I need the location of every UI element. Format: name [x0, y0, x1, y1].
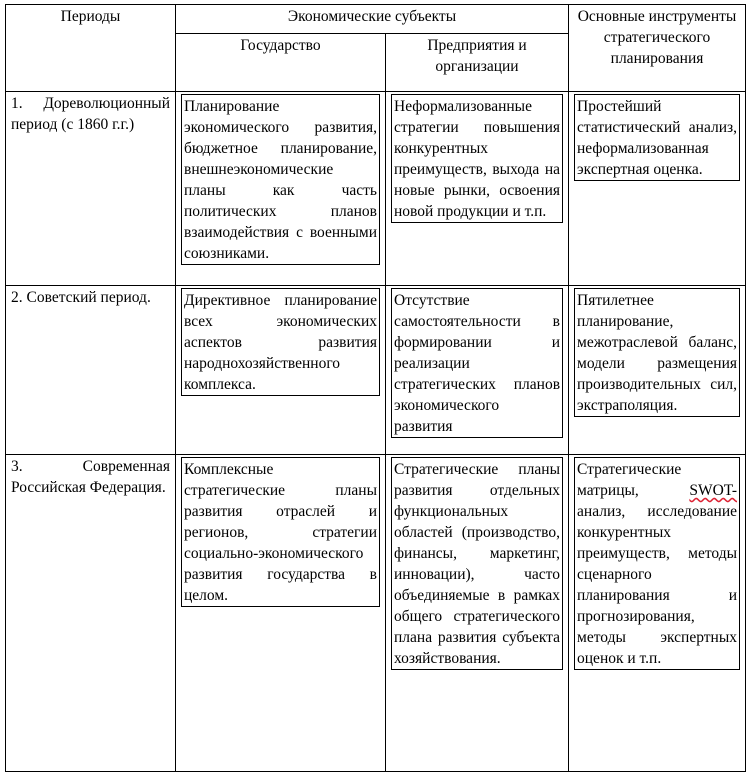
header-enterprises: Предприятия и организации — [386, 34, 569, 92]
enterprises-cell — [386, 286, 569, 455]
enterprises-text: Неформализованные стратегии повышения конкурентных преимуществ, выхода на новые рынки, освоения новой продукции и т.п. — [391, 94, 563, 223]
tools-text-start: Стратегические матрицы, — [577, 461, 690, 499]
enterprises-text: Отсутствие самостоятельности в формировании и реализации стратегических планов экономического развития — [391, 288, 563, 438]
swot-term: SWOT- — [689, 482, 738, 499]
table-row — [6, 455, 746, 772]
state-text: Директивное планирование всех экономических аспектов развития народнохозяйственного комплекса. — [181, 288, 380, 396]
tools-text: Пятилетнее планирование, межотраслевой баланс, модели размещения производительных сил, экстраполяция. — [574, 288, 740, 417]
period-cell: 1. Дореволюционный период (с 1860 г.г.) — [6, 92, 176, 286]
enterprises-cell — [386, 92, 569, 286]
table-row — [6, 286, 746, 455]
enterprises-text: Стратегические планы развития отдельных функциональных областей (производство, финансы, маркетинг, инновации), часто объединяемые в рамках общего стратегического плана развития субъекта хозяйствования. — [391, 457, 563, 670]
tools-cell — [569, 92, 746, 286]
header-state: Государство — [176, 34, 386, 92]
tools-text — [574, 457, 740, 670]
state-cell — [176, 286, 386, 455]
state-text: Планирование экономического развития, бюджетное планирование, внешнеэкономические планы как часть политических планов взаимодействия с военными союзниками. — [181, 94, 380, 265]
header-periods: Периоды — [6, 5, 176, 92]
state-cell — [176, 455, 386, 772]
state-text: Комплексные стратегические планы развития отраслей и регионов, стратегии социально-экономического развития государства в целом. — [181, 457, 380, 607]
tools-cell — [569, 455, 746, 772]
enterprises-cell — [386, 455, 569, 772]
table-row — [6, 92, 746, 286]
tools-cell — [569, 286, 746, 455]
periods-table — [5, 4, 746, 772]
period-cell: 2. Советский период. — [6, 286, 176, 455]
tools-text-end: анализ, исследование конкурентных преимуществ, методы сценарного планирования и прогнозирования, методы экспертных оценок и т.п. — [577, 503, 738, 667]
tools-text: Простейший статистический анализ, неформализованная экспертная оценка. — [574, 94, 740, 181]
state-cell — [176, 92, 386, 286]
period-cell: 3. Современная Российская Федерация. — [6, 455, 176, 772]
header-tools: Основные инструменты стратегического планирования — [569, 5, 746, 92]
header-subjects: Экономические субъекты — [176, 5, 569, 34]
